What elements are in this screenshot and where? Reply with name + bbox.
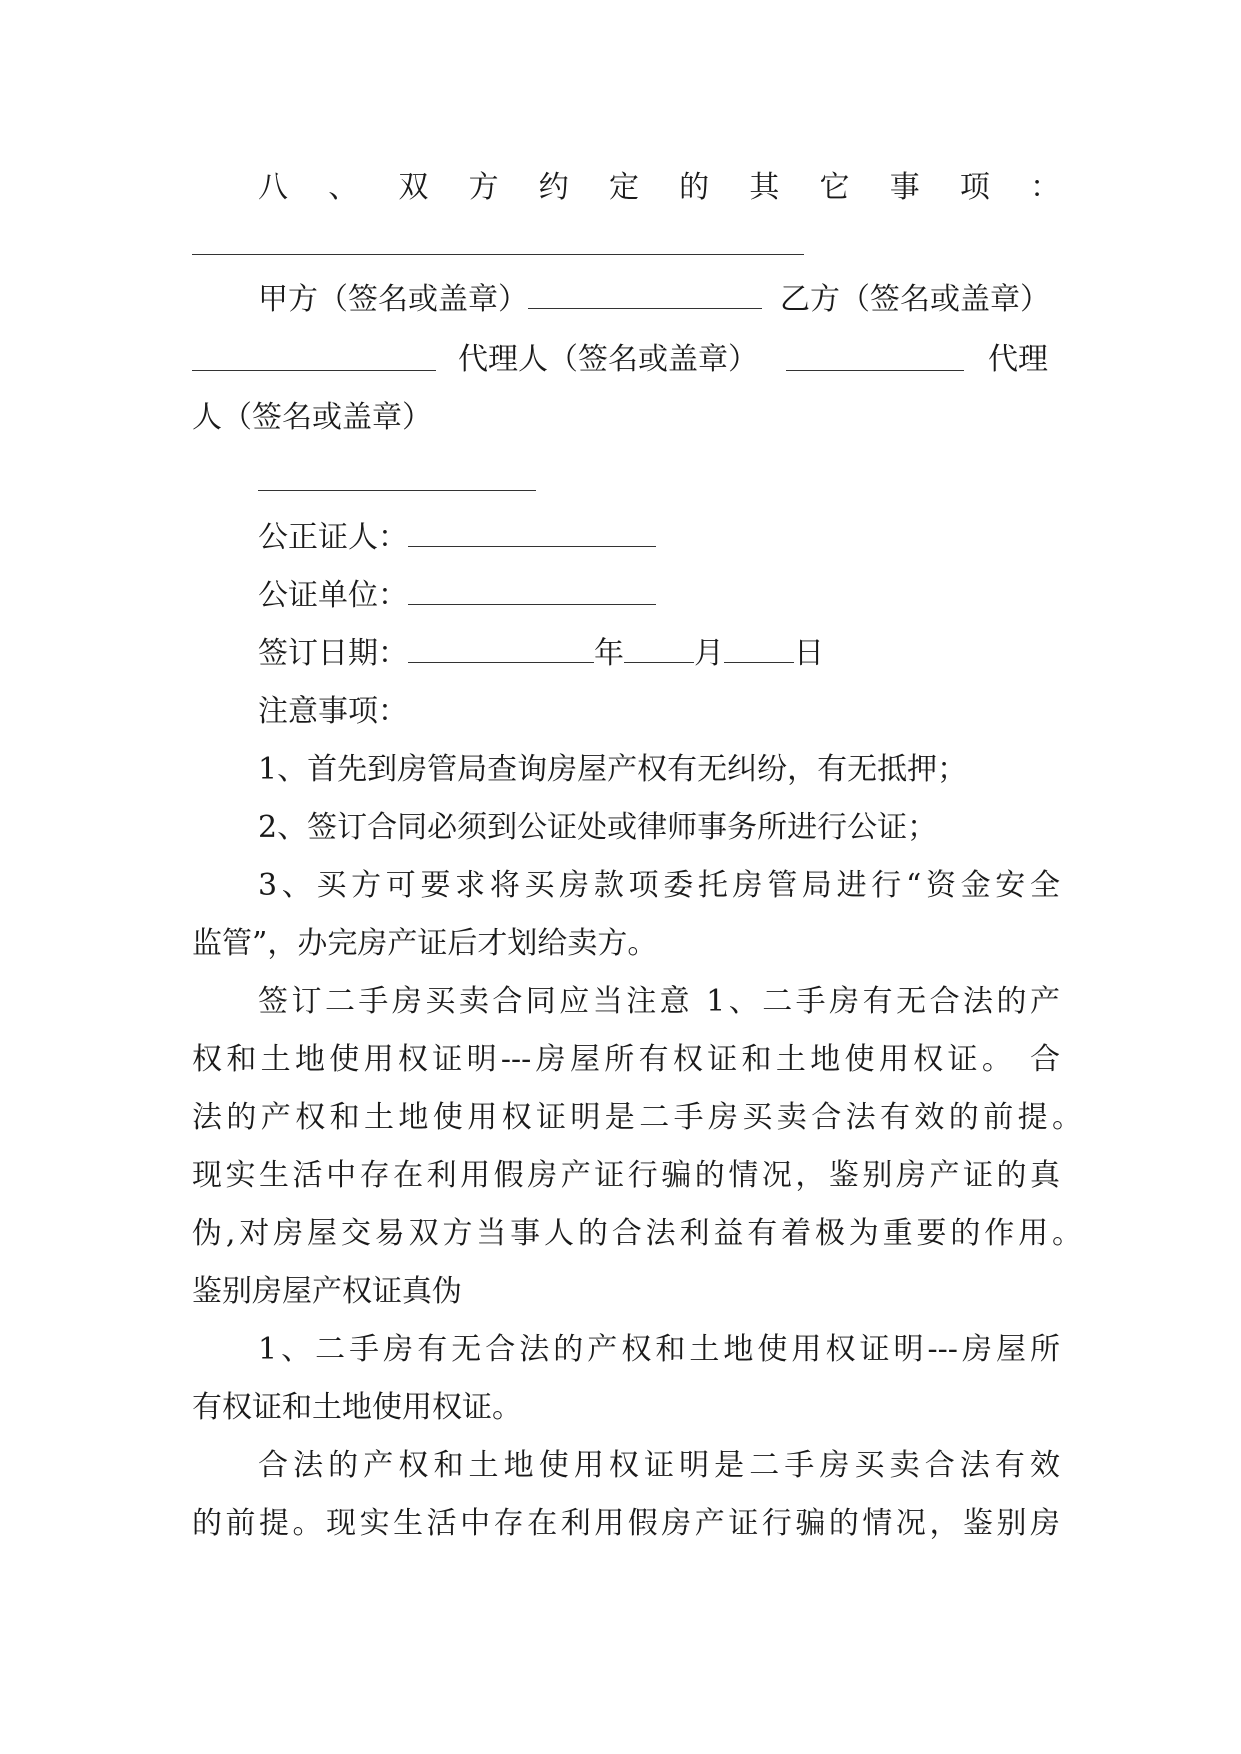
body-line: 合法的产权和土地使用权证明是二手房买卖合法有效 — [258, 1448, 1060, 1483]
clause-8-heading — [258, 168, 1060, 208]
body-line: 权和土地使用权证明---房屋所有权证和土地使用权证。 合 — [192, 1042, 1060, 1077]
agent-b-label-tail: 人（签名或盖章） — [192, 400, 432, 435]
heading-char: 定 — [608, 170, 655, 205]
sign-date-label: 签订日期： — [258, 636, 408, 671]
heading-char: 的 — [679, 170, 725, 205]
notary-office-blank — [408, 576, 656, 605]
body-line: 有权证和土地使用权证。 — [192, 1390, 522, 1425]
notes-heading: 注意事项： — [258, 694, 408, 729]
party-b-blank — [192, 370, 436, 371]
body-line: 的前提。现实生活中存在利用假房产证行骗的情况，鉴别房 — [192, 1506, 1060, 1541]
body-line: 签订二手房买卖合同应当注意 1、二手房有无合法的产 — [258, 984, 1060, 1019]
agent-b-blank — [258, 490, 536, 491]
body-line: 现实生活中存在利用假房产证行骗的情况，鉴别房产证的真 — [192, 1158, 1060, 1193]
day-blank — [724, 634, 794, 663]
month-blank — [624, 634, 694, 663]
heading-char: 事 — [889, 170, 936, 205]
agent-b-label-head: 代理 — [988, 342, 1048, 377]
note-item-3-line-1: 3、买方可要求将买房款项委托房管局进行“资金安全 — [258, 868, 1060, 903]
body-line: 1、二手房有无合法的产权和土地使用权证明---房屋所 — [258, 1332, 1060, 1367]
heading-char: ： — [1030, 170, 1061, 205]
clause-8-blank-line — [192, 254, 804, 255]
sign-date-row — [258, 634, 824, 674]
note-item-2: 2、签订合同必须到公证处或律师事务所进行公证； — [258, 810, 938, 845]
heading-char: 八 — [258, 170, 304, 205]
year-blank — [408, 634, 594, 663]
party-a-label: 甲方（签名或盖章） — [258, 282, 528, 317]
party-b-label: 乙方（签名或盖章） — [780, 282, 1050, 317]
day-label: 日 — [794, 636, 824, 671]
heading-char: 项 — [959, 170, 1006, 205]
body-line: 鉴别房屋产权证真伪 — [192, 1274, 462, 1309]
heading-char: 、 — [328, 170, 374, 205]
note-item-3-line-2: 监管”，办完房产证后才划给卖方。 — [192, 926, 658, 961]
notary-witness-row — [258, 518, 656, 558]
heading-char: 方 — [468, 170, 514, 205]
heading-char: 双 — [398, 170, 444, 205]
notary-witness-blank — [408, 518, 656, 547]
notary-office-label: 公证单位： — [258, 578, 408, 613]
body-line: 法的产权和土地使用权证明是二手房买卖合法有效的前提。 — [192, 1100, 1082, 1135]
note-item-1: 1、首先到房管局查询房屋产权有无纠纷，有无抵押； — [258, 752, 968, 787]
agent-a-blank — [786, 370, 964, 371]
heading-char: 约 — [538, 170, 585, 205]
party-a-blank — [528, 280, 762, 309]
notary-office-row — [258, 576, 656, 616]
month-label: 月 — [694, 636, 724, 671]
heading-char: 其 — [749, 170, 795, 205]
year-label: 年 — [594, 636, 624, 671]
notary-witness-label: 公正证人： — [258, 520, 408, 555]
body-line: 伪,对房屋交易双方当事人的合法利益有着极为重要的作用。 — [192, 1216, 1082, 1251]
heading-char: 它 — [819, 170, 865, 205]
agent-a-label: 代理人（签名或盖章） — [458, 342, 758, 377]
signature-line-1 — [258, 280, 762, 320]
